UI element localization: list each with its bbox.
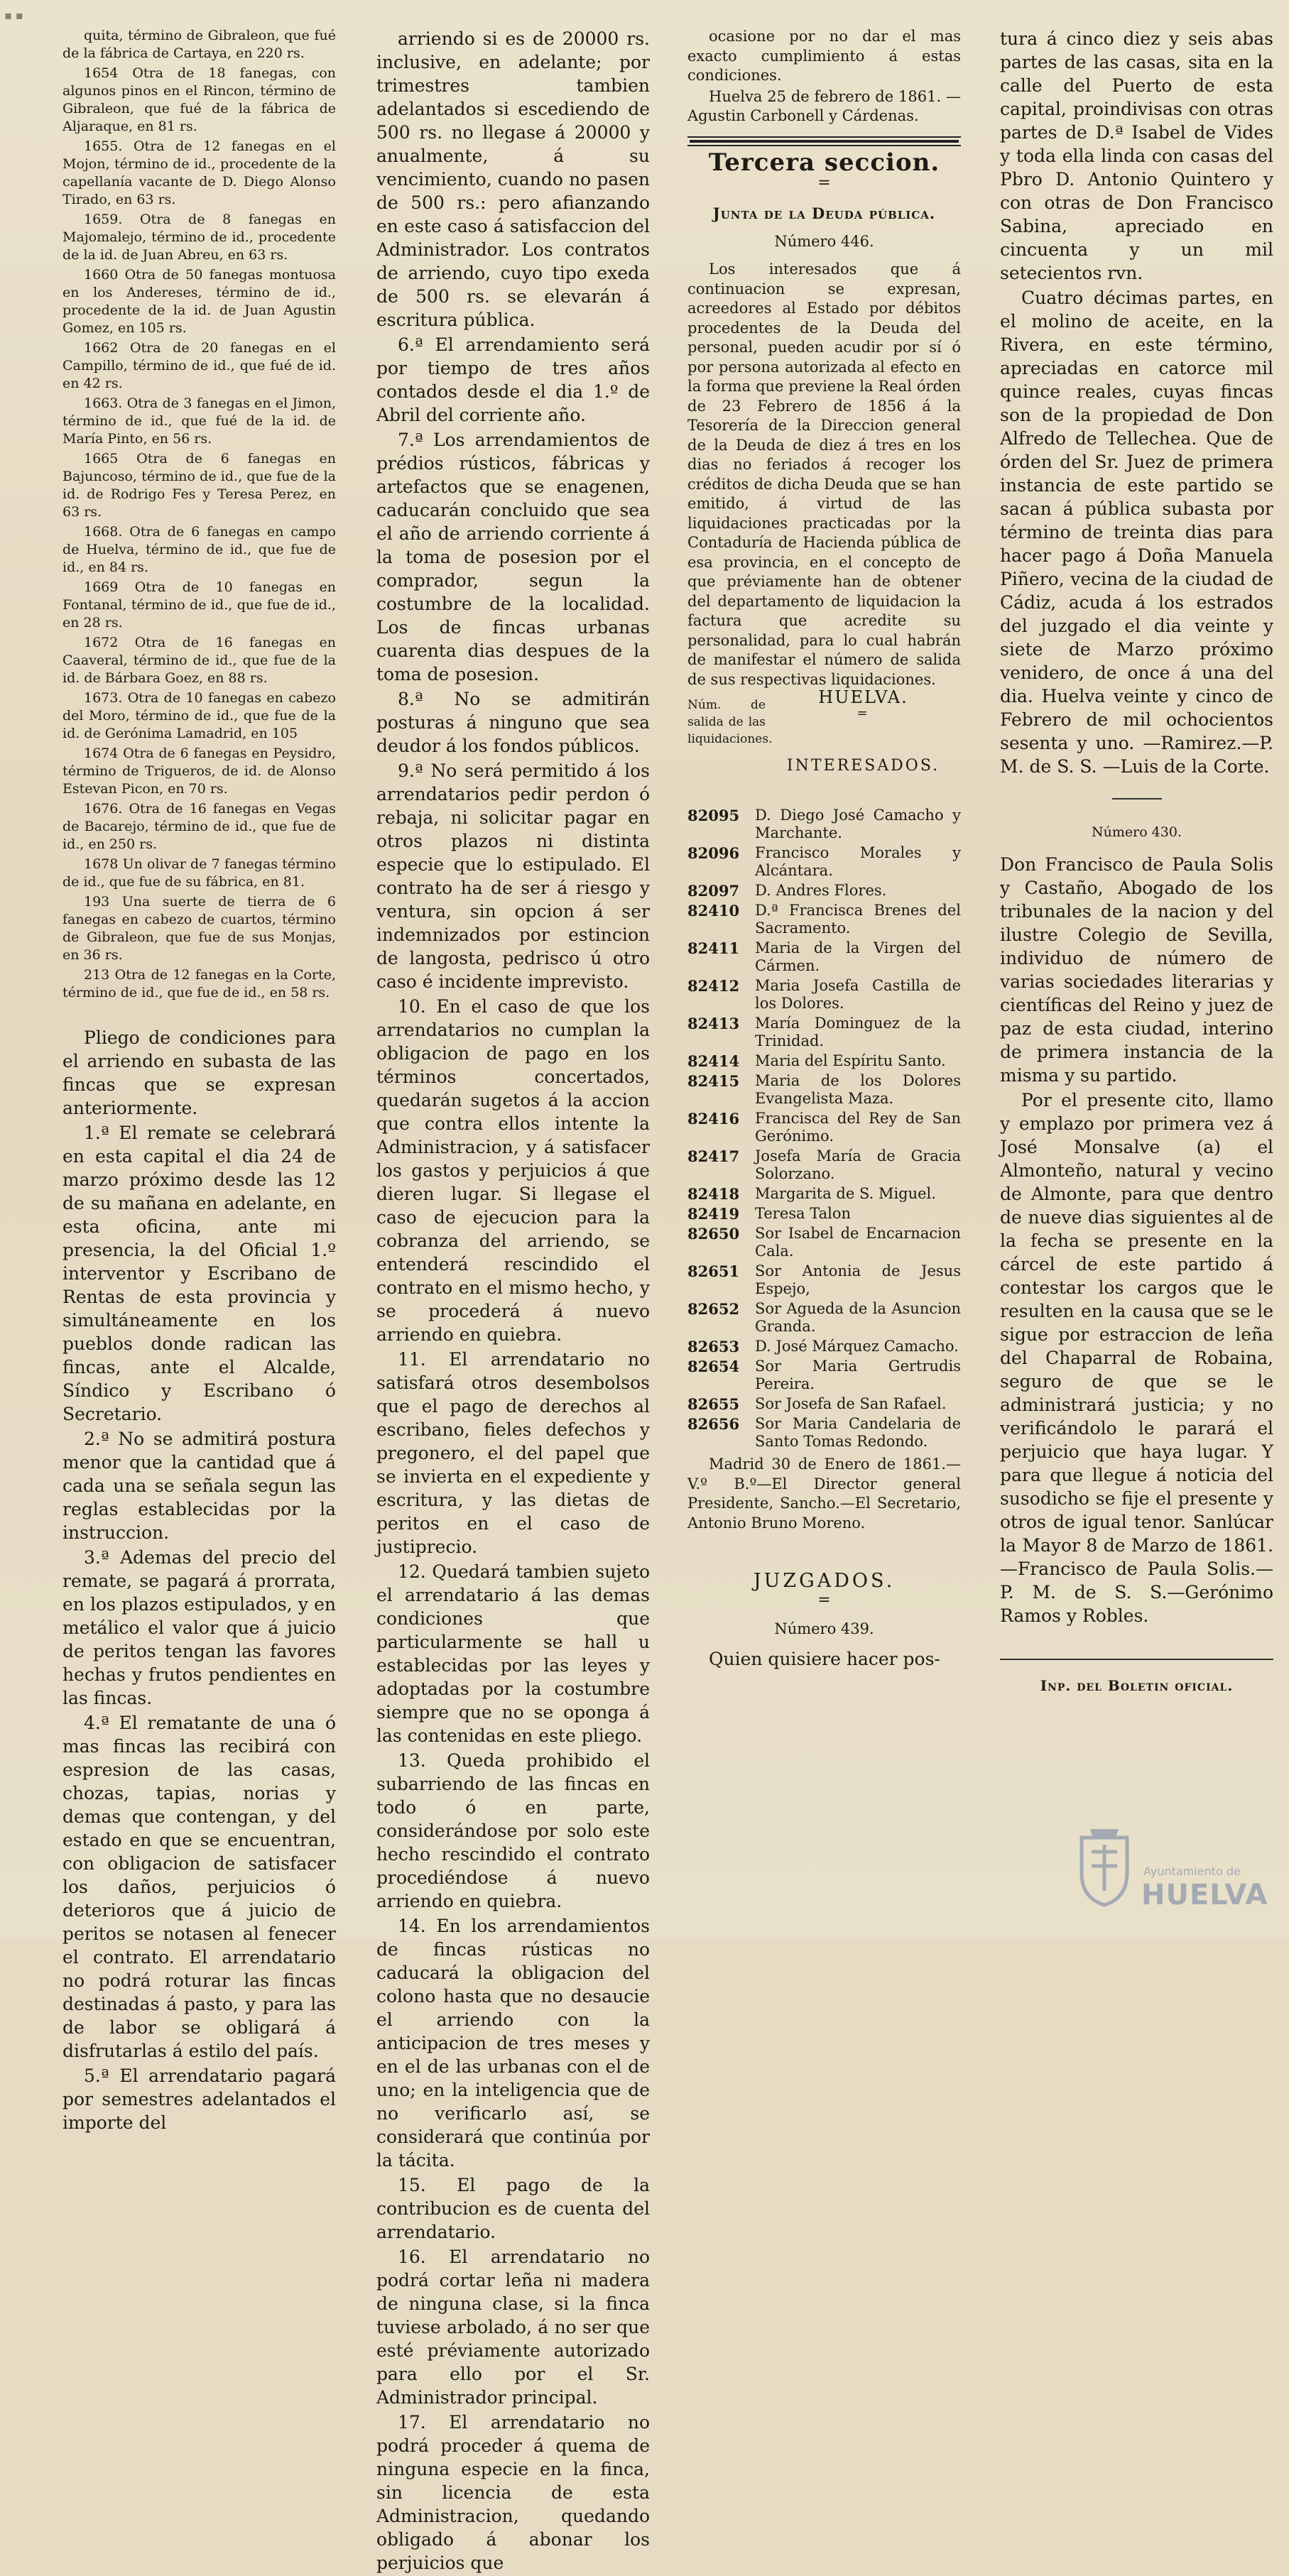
liquidacion-number: 82418: [687, 1185, 740, 1203]
interesado-row: [687, 1147, 961, 1183]
property-lot: 1672 Otra de 16 fanegas en Caaveral, término de id., que fue de la id. de Bárbara Goez, en 88 rs.: [62, 635, 336, 686]
liquidacion-number: 82419: [687, 1205, 740, 1223]
interesado-name: Sor Maria Gertrudis Pereira.: [755, 1358, 961, 1392]
liquidacion-number: 82653: [687, 1338, 740, 1355]
interesado-name: D. José Márquez Camacho.: [755, 1338, 959, 1355]
section-rule: [687, 136, 961, 146]
conditions-list: [62, 1026, 336, 2134]
paragraph: 1.ª El remate se celebrará en esta capital el dia 24 de marzo próximo desde las 12 de su mañana en adelante, en esta oficina, ante mi presencia, la del Oficial 1.º interventor y Escribano de Rentas de esta provincia y simultáneamente en los pueblos donde radican las fincas, ante el Alcalde, Síndico y Escribano ó Secretario.: [62, 1123, 336, 1424]
column-1: [62, 27, 336, 2136]
interesados-list: [687, 807, 961, 1451]
paragraph: arriendo si es de 20000 rs. inclusive, en adelante; por trimestres tambien adelantados si escediendo de 500 rs. no llegase á 20000 y anualmente, á su vencimiento, cuando no pasen de 500 rs.: pero afianzando en este caso á satisfaccion del Administrador. Los contratos de arriendo, cuyo tipo exeda de 500 rs. se elevarán á escritura pública.: [376, 28, 650, 330]
interesado-row: [687, 844, 961, 880]
property-lot: 1665 Otra de 6 fanegas en Bajuncoso, término de id., que fue de la id. de Rodrigo Fes y Teresa Perez, en 63 rs.: [62, 451, 336, 520]
juzgados-dash: =: [817, 1590, 831, 1609]
liquidacion-number: 82095: [687, 807, 740, 824]
interesado-row: [687, 902, 961, 937]
interesado-name: Maria Josefa Castilla de los Dolores.: [755, 977, 961, 1012]
liquidacion-number: 82411: [687, 939, 740, 957]
conditions-closing: [687, 27, 961, 126]
liquidacion-number: 82654: [687, 1358, 740, 1375]
juez-intro: Don Francisco de Paula Solis y Castaño, Abogado de los tribunales de la nacion y del ilustre Colegio de Sevilla, individuo de número de varias sociedades literarias y científicas del Reino y juez de paz de esta ciudad, interino de primera instancia de la misma y su partido.: [1000, 854, 1273, 1086]
huelva-dash: =: [856, 705, 870, 721]
interesado-row: [687, 1205, 961, 1223]
liquidacion-number: 82097: [687, 882, 740, 900]
interesado-name: Sor Antonia de Jesus Espejo,: [755, 1262, 961, 1297]
property-lot: 213 Otra de 12 fanegas en la Corte, término de id., que fue de id., en 58 rs.: [62, 967, 336, 1000]
interesado-row: [687, 939, 961, 975]
numero-430: Número 430.: [1092, 824, 1182, 840]
column-2: [376, 27, 650, 2576]
interesado-name: Francisca del Rey de San Gerónimo.: [755, 1110, 961, 1145]
interesados-header: [687, 687, 961, 792]
interesado-name: María Dominguez de la Trinidad.: [755, 1015, 961, 1049]
interesado-name: Maria del Espíritu Santo.: [755, 1052, 946, 1069]
interesado-name: Margarita de S. Miguel.: [755, 1185, 936, 1202]
imprenta: Inp. del Boletin oficial.: [1040, 1677, 1234, 1694]
interesado-row: [687, 977, 961, 1013]
interesado-row: [687, 1185, 961, 1203]
property-lot: 1668. Otra de 6 fanegas en campo de Huelva, término de id., que fue de id., en 84 rs.: [62, 524, 336, 575]
paragraph: 7.ª Los arrendamientos de prédios rústicos, fábricas y artefactos que se enagenen, caducarán concluido que sea el año de arriendo corriente á la toma de posesion por el comprador, segun la costumbre de la localidad. Los de fincas urbanas cuarenta dias despues de la toma de posesion.: [376, 430, 650, 684]
paragraph: 12. Quedará tambien sujeto el arrendatario á las demas condiciones que particularmente se hall u establecidas por las leyes y adoptadas por la costumbre siempre que no se oponga á las contenidas en este pliego.: [376, 1561, 650, 1746]
paragraph: 2.ª No se admitirá postura menor que la cantidad que á cada una se señala segun las reglas establecidas por la instruccion.: [62, 1429, 336, 1543]
paragraph: 5.ª El arrendatario pagará por semestres adelantados el importe del: [62, 2065, 336, 2133]
footer-rule: [1000, 1659, 1273, 1660]
interesado-name: Teresa Talon: [755, 1205, 852, 1222]
madrid-signature: Madrid 30 de Enero de 1861.— V.º B.º—El Director general Presidente, Sancho.—El Secretario, Antonio Bruno Moreno.: [687, 1456, 961, 1532]
interesado-row: [687, 1300, 961, 1336]
paragraph: 16. El arrendatario no podrá cortar leña ni madera de ninguna clase, si la finca tuviese arbolado, á no ser que esté préviamente autorizado para ello por el Sr. Administrador principal.: [376, 2247, 650, 2408]
numero-439: Número 439.: [774, 1620, 874, 1637]
interesado-name: Sor Maria Candelaria de Santo Tomas Redondo.: [755, 1415, 961, 1450]
interesado-row: [687, 807, 961, 842]
corner-marks: ▪ ▪: [4, 9, 23, 22]
coat-of-arms-icon: [1076, 1823, 1133, 1909]
interesado-name: Maria de la Virgen del Cármen.: [755, 939, 961, 974]
interesado-name: D. Diego José Camacho y Marchante.: [755, 807, 961, 841]
huelva-heading: HUELVA.: [818, 687, 908, 707]
property-lot: 1654 Otra de 18 fanegas, con algunos pinos en el Rincon, término de Gibraleon, que fué de la fábrica de Aljaraque, en 81 rs.: [62, 65, 336, 134]
section-dash: =: [817, 174, 831, 192]
column-3: [687, 27, 961, 1671]
junta-title: Junta de la Deuda pública.: [712, 204, 936, 222]
column-4: [1000, 27, 1273, 1698]
property-lot: 1673. Otra de 10 fanegas en cabezo del Moro, término de id., que fue de la id. de Gerónima Lamadrid, en 105: [62, 690, 336, 741]
paragraph: 13. Queda prohibido el subarriendo de las fincas en todo ó en parte, considerándose por solo este hecho rescindido el contrato procediéndose á nuevo arriendo en quiebra.: [376, 1750, 650, 1911]
liquidacion-number: 82415: [687, 1072, 740, 1090]
property-lot: 1660 Otra de 50 fanegas montuosa en los Andereses, término de id., procedente de la id. de Juan Agustin Gomez, en 105 rs.: [62, 267, 336, 336]
liquidacion-number: 82412: [687, 977, 740, 995]
paragraph: 17. El arrendatario no podrá proceder á quema de ninguna especie en la finca, sin licencia de esta Administracion, quedando obligado á abonar los perjuicios que: [376, 2412, 650, 2573]
paragraph: Huelva 25 de febrero de 1861. —Agustin Carbonell y Cárdenas.: [687, 87, 961, 124]
liquidacion-number: 82652: [687, 1300, 740, 1318]
section-title: Tercera seccion.: [708, 148, 940, 177]
property-lot: 1663. Otra de 3 fanegas en el Jimon, término de id., que fué de la id. de María Pinto, en 56 rs.: [62, 395, 336, 447]
paragraph: 8.ª No se admitirán posturas á ninguno que sea deudor á los fondos públicos.: [376, 689, 650, 756]
paragraph: 11. El arrendatario no satisfará otros desembolsos que el pago de derechos al escribano, fieles defechos y pregonero, el del papel que se invierta en el expediente y escritura, y las dietas de peritos en el caso de justiprecio.: [376, 1349, 650, 1557]
interesado-name: Sor Agueda de la Asuncion Granda.: [755, 1300, 961, 1335]
liquidacion-number: 82413: [687, 1015, 740, 1032]
property-lot: 1659. Otra de 8 fanegas en Majomalejo, término de id., procedente de la id. de Juan Abreu, en 63 rs.: [62, 212, 336, 263]
liquidacion-number: 82656: [687, 1415, 740, 1433]
property-lots-list: [62, 27, 336, 1002]
paragraph: 10. En el caso de que los arrendatarios no cumplan la obligacion de pago en los términos concertados, quedarán sugetos á la accion que contra ellos intente la Administracion, y á satisfacer los gastos y perjuicios á que dieren lugar. Si llegase el caso de ejecucion para la cobranza del arriendo, se entenderá rescindido el contrato en el mismo hecho, y se procederá á nuevo arriendo en quiebra.: [376, 996, 650, 1345]
property-lot: 1678 Un olivar de 7 fanegas término de id., que fue de su fábrica, en 81.: [62, 856, 336, 890]
interesado-row: [687, 1052, 961, 1070]
interesado-row: [687, 1225, 961, 1260]
liquidacion-number: 82416: [687, 1110, 740, 1128]
column-header-left: Núm. de salida de las liquidaciones.: [687, 698, 773, 746]
liquidacion-number: 82414: [687, 1052, 740, 1070]
property-lot: 1655. Otra de 12 fanegas en el Mojon, término de id., procedente de la capellanía vacante de D. Diego Alonso Tirado, en 63 rs.: [62, 138, 336, 207]
paragraph: 14. En los arrendamientos de fincas rústicas no caducará la obligacion del colono hasta que no desaucie el arriendo con la anticipacion de tres meses y en el de las urbanas con el de uno; en la inteligencia que de no verificarlo así, se considerará que continúa por la tácita.: [376, 1916, 650, 2171]
property-lot: 1669 Otra de 10 fanegas en Fontanal, término de id., que fue de id., en 28 rs.: [62, 579, 336, 631]
citacion-text: Por el presente cito, llamo y emplazo por primera vez á José Monsalve (a) el Almonteño, natural y vecino de Almonte, para que dentro de nueve dias siguientes al de la fecha se presente en la cárcel de este partido á contestar los cargos que le resulten en la causa que se le sigue por estraccion de leña del Chaparral de Robaina, seguro de que se le administrará justicia; y no verificándolo le parará el perjuicio que haya lugar. Y para que llegue á noticia del susodicho se fije el presente y otros de igual tenor. Sanlúcar la Mayor 8 de Marzo de 1861.—Francisco de Paula Solis.—P. M. de S. S.—Gerónimo Ramos y Robles.: [1000, 1090, 1273, 1626]
column-header-right: [766, 687, 961, 792]
property-lot: quita, término de Gibraleon, que fué de la fábrica de Cartaya, en 220 rs.: [62, 28, 336, 61]
interesado-row: [687, 1358, 961, 1393]
interesado-name: Sor Josefa de San Rafael.: [755, 1395, 947, 1412]
liquidacion-number: 82655: [687, 1395, 740, 1413]
liquidacion-number: 82096: [687, 844, 740, 862]
conditions-continued: [376, 27, 650, 2575]
property-lot: 1662 Otra de 20 fanegas en el Campillo, término de id., que fué de id. en 42 rs.: [62, 340, 336, 391]
interesado-row: [687, 1262, 961, 1298]
ayuntamiento-watermark: [1076, 1823, 1282, 1930]
paragraph: ocasione por no dar el mas exacto cumplimiento á estas condiciones.: [687, 28, 961, 84]
paragraph: 15. El pago de la contribucion es de cuenta del arrendatario.: [376, 2175, 650, 2242]
interesado-name: Josefa María de Gracia Solorzano.: [755, 1147, 961, 1182]
interesado-name: Maria de los Dolores Evangelista Maza.: [755, 1072, 961, 1107]
interesado-row: [687, 1415, 961, 1451]
numero-446: Número 446.: [774, 232, 874, 250]
interesado-row: [687, 1015, 961, 1050]
property-lot: 1676. Otra de 16 fanegas en Vegas de Bacarejo, término de id., que fue de id., en 250 rs.: [62, 801, 336, 852]
property-lot: 1674 Otra de 6 fanegas en Peysidro, término de Trigueros, de id. de Alonso Estevan Picon, en 70 rs.: [62, 746, 336, 797]
junta-notice: Los interesados que á continuacion se expresan, acreedores al Estado por débitos procedentes de la Deuda del personal, pueden acudir por sí ó por persona autorizada al efecto en la forma que previene la Real órden de 23 Febrero de 1856 á la Tesorería de la Direccion general de la Deuda de diez á tres en los dias no feriados á recoger los créditos de dicha Deuda que se han emitido, á virtud de las liquidaciones practicadas por la Contaduría de Hacienda pública de esa provincia, en el concepto de que préviamente han de obtener del departamento de liquidacion la factura que acredite su personalidad, para lo cual habrán de manifestar el número de salida de sus respectivas liquidaciones.: [687, 261, 961, 688]
interesado-row: [687, 1110, 961, 1145]
subasta-text: Cuatro décimas partes, en el molino de aceite, en la Rivera, en este término, apreciadas en catorce mil quince reales, cuyas fincas son de la propiedad de Don Alfredo de Tellechea. Que de órden del Sr. Juez de primera instancia de este partido se sacan á pública subasta por término de treinta dias para hacer pago á Doña Manuela Piñero, vecina de la ciudad de Cádiz, acuda á los estrados del juzgado el dia veinte y siete de Marzo próximo venidero, de once á una del dia. Huelva veinte y cinco de Febrero de mil ochocientos sesenta y uno. —Ramirez.—P. M. de S. S. —Luis de la Corte.: [1000, 288, 1273, 777]
interesado-name: Sor Isabel de Encarnacion Cala.: [755, 1225, 961, 1260]
paragraph: Pliego de condiciones para el arriendo en subasta de las fincas que se expresan anteriormente.: [62, 1027, 336, 1118]
interesado-name: Francisco Morales y Alcántara.: [755, 844, 961, 879]
divider: [1112, 798, 1162, 799]
juzgados-text: Quien quisiere hacer pos-: [709, 1649, 940, 1669]
watermark-line2: HUELVA: [1141, 1879, 1268, 1911]
interesado-row: [687, 1395, 961, 1413]
paragraph: 6.ª El arrendamiento será por tiempo de tres años contados desde el dia 1.º de Abril del corriente año.: [376, 334, 650, 425]
interesado-name: D. Andres Flores.: [755, 882, 887, 899]
interesado-row: [687, 1072, 961, 1108]
watermark-line1: Ayuntamiento de: [1143, 1865, 1241, 1878]
property-lot: 193 Una suerte de tierra de 6 fanegas en cabezo de cuartos, término de Gibraleon, que fue de sus Monjas, en 36 rs.: [62, 894, 336, 963]
juzgados-heading: JUZGADOS.: [753, 1570, 896, 1592]
liquidacion-number: 82651: [687, 1262, 740, 1280]
liquidacion-number: 82650: [687, 1225, 740, 1243]
liquidacion-number: 82417: [687, 1147, 740, 1165]
interesado-name: D.ª Francisca Brenes del Sacramento.: [755, 902, 961, 937]
subasta-continued: tura á cinco diez y seis abas partes de las casas, sita en la calle del Puerto de esta capital, proindivisas con otras partes de D.ª Isabel de Vides y toda ella linda con casas del Pbro D. Antonio Quintero y con otras de Don Francisco Sabina, apreciado en cincuenta y un mil setecientos rvn.: [1000, 28, 1273, 283]
interesados-label: INTERESADOS.: [786, 756, 940, 775]
paragraph: 3.ª Ademas del precio del remate, se pagará á prorrata, en los plazos estipulados, y en metálico el valor que á juicio de peritos tengan las favores hechas y frutos pendientes en las fincas.: [62, 1547, 336, 1708]
paragraph: 4.ª El rematante de una ó mas fincas las recibirá con espresion de las casas, chozas, tapias, norias y demas que contengan, y del estado en que se encuentran, con obligacion de satisfacer los daños, perjuicios ó deterioros que á juicio de peritos se notasen al fenecer el contrato. El arrendatario no podrá roturar las fincas destinadas á pasto, y para las de labor se obligará á disfrutarlas á estilo del país.: [62, 1713, 336, 2061]
paragraph: 9.ª No será permitido á los arrendatarios pedir perdon ó rebaja, ni solicitar pagar en otros plazos ni distinta especie que lo estipulado. El contrato ha de ser á riesgo y ventura, sin opcion á ser indemnizados por estincion de langosta, pedrisco ú otro caso é incidente imprevisto.: [376, 760, 650, 992]
liquidacion-number: 82410: [687, 902, 740, 919]
interesado-row: [687, 882, 961, 900]
interesado-row: [687, 1338, 961, 1355]
